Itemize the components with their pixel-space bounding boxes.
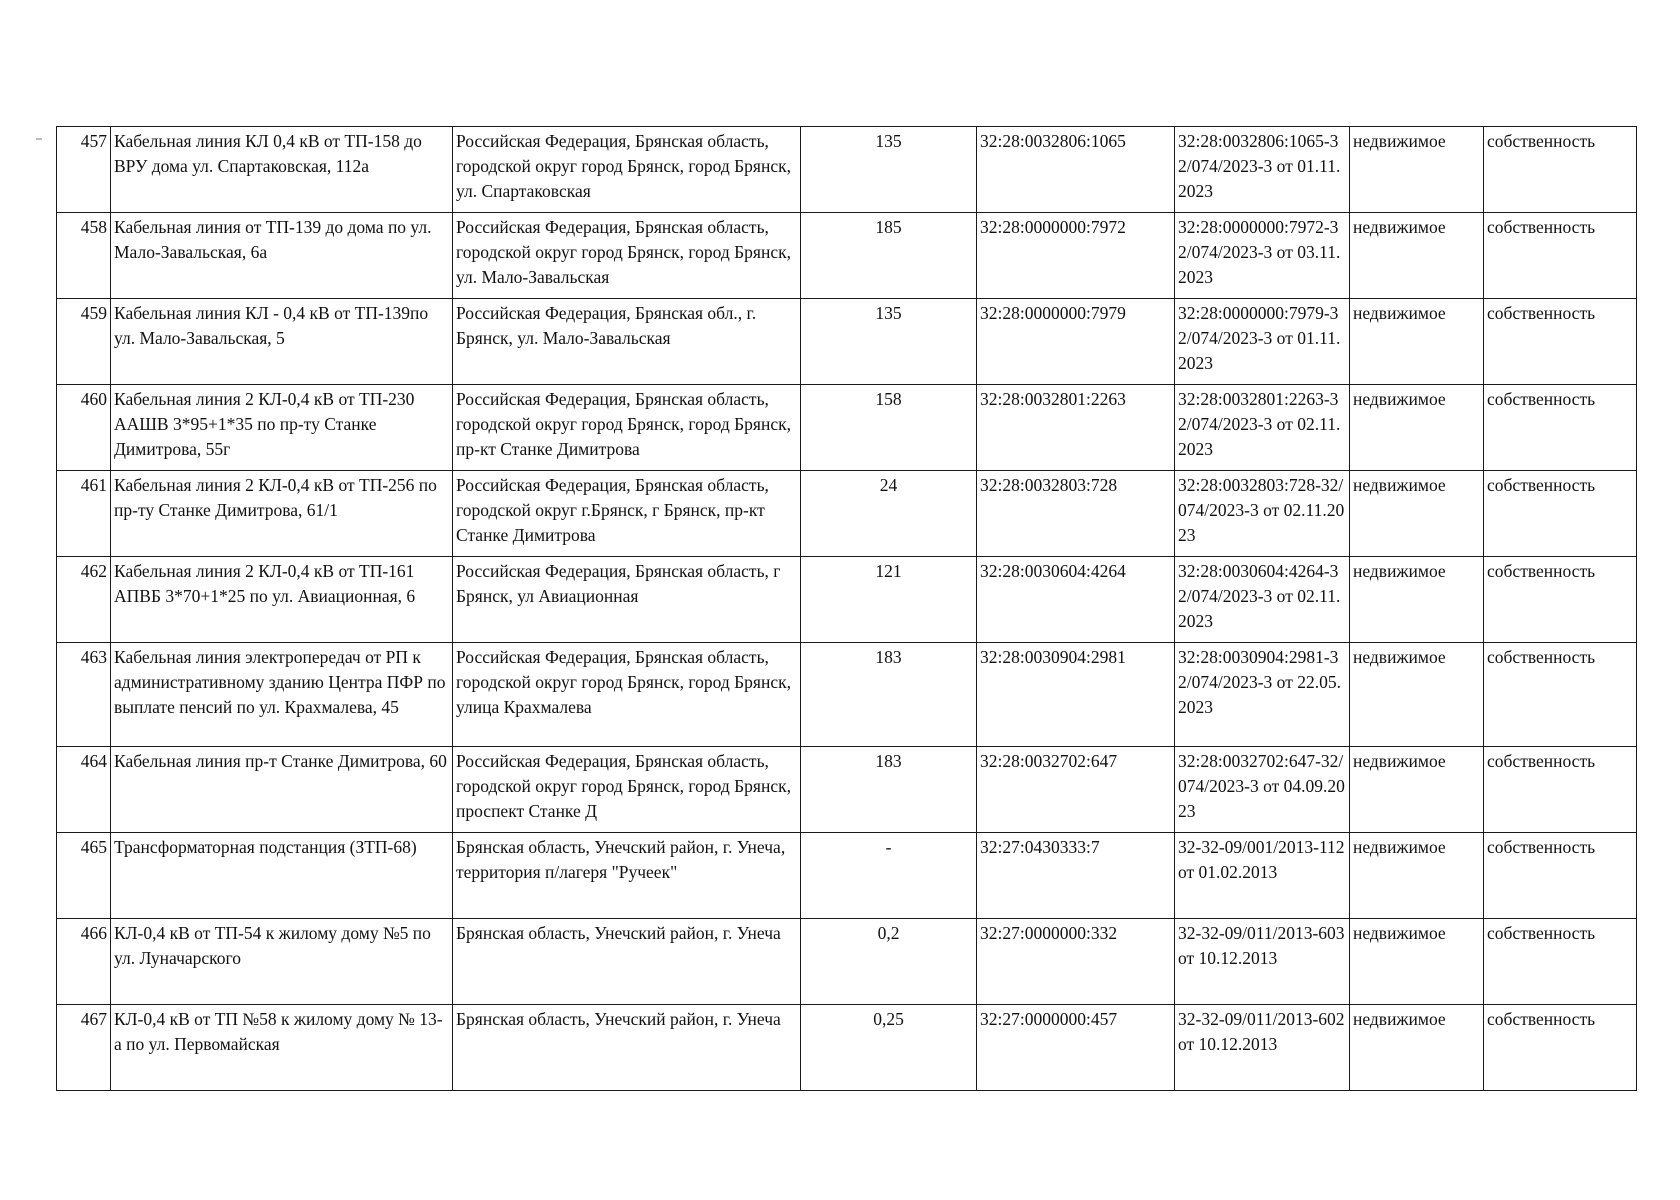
table-row bbox=[57, 747, 1637, 833]
registration-record: 32:28:0032806:1065-32/074/2023-3 от 01.11.2023 bbox=[1175, 127, 1350, 213]
property-type: недвижимое bbox=[1350, 919, 1484, 1005]
object-address: Российская Федерация, Брянская область, г Брянск, ул Авиационная bbox=[453, 557, 801, 643]
cadastral-number: 32:28:0032702:647 bbox=[977, 747, 1175, 833]
ownership-right: собственность bbox=[1484, 643, 1637, 747]
object-length: - bbox=[801, 833, 977, 919]
scan-speck bbox=[36, 138, 42, 140]
ownership-right: собственность bbox=[1484, 127, 1637, 213]
cadastral-number: 32:27:0000000:457 bbox=[977, 1005, 1175, 1091]
cadastral-number: 32:27:0430333:7 bbox=[977, 833, 1175, 919]
property-type: недвижимое bbox=[1350, 471, 1484, 557]
ownership-right: собственность bbox=[1484, 1005, 1637, 1091]
object-address: Российская Федерация, Брянская область, городской округ город Брянск, город Брянск, ул. Мало-Завальская bbox=[453, 213, 801, 299]
cadastral-number: 32:27:0000000:332 bbox=[977, 919, 1175, 1005]
row-number: 466 bbox=[57, 919, 111, 1005]
property-type: недвижимое bbox=[1350, 557, 1484, 643]
cadastral-number: 32:28:0032806:1065 bbox=[977, 127, 1175, 213]
object-length: 0,25 bbox=[801, 1005, 977, 1091]
object-name: Трансформаторная подстанция (ЗТП-68) bbox=[111, 833, 453, 919]
table-row bbox=[57, 385, 1637, 471]
ownership-right: собственность bbox=[1484, 299, 1637, 385]
object-name: Кабельная линия КЛ 0,4 кВ от ТП-158 до ВРУ дома ул. Спартаковская, 112а bbox=[111, 127, 453, 213]
table-row bbox=[57, 127, 1637, 213]
row-number: 465 bbox=[57, 833, 111, 919]
registration-record: 32-32-09/011/2013-603 от 10.12.2013 bbox=[1175, 919, 1350, 1005]
row-number: 463 bbox=[57, 643, 111, 747]
registration-record: 32:28:0032702:647-32/074/2023-3 от 04.09.2023 bbox=[1175, 747, 1350, 833]
object-address: Российская Федерация, Брянская область, городской округ город Брянск, город Брянск, ул. Спартаковская bbox=[453, 127, 801, 213]
row-number: 457 bbox=[57, 127, 111, 213]
property-type: недвижимое bbox=[1350, 1005, 1484, 1091]
cadastral-number: 32:28:0000000:7979 bbox=[977, 299, 1175, 385]
registration-record: 32:28:0032803:728-32/074/2023-3 от 02.11.2023 bbox=[1175, 471, 1350, 557]
object-address-cell bbox=[453, 747, 801, 833]
table-row bbox=[57, 213, 1637, 299]
ownership-right: собственность bbox=[1484, 213, 1637, 299]
row-number: 467 bbox=[57, 1005, 111, 1091]
object-address: Брянская область, Унечский район, г. Унеча bbox=[453, 919, 801, 1005]
table-row bbox=[57, 557, 1637, 643]
registration-record: 32:28:0030604:4264-32/074/2023-3 от 02.11.2023 bbox=[1175, 557, 1350, 643]
registration-record: 32-32-09/011/2013-602 от 10.12.2013 bbox=[1175, 1005, 1350, 1091]
row-number: 459 bbox=[57, 299, 111, 385]
object-name: Кабельная линия 2 КЛ-0,4 кВ от ТП-256 по пр-ту Станке Димитрова, 61/1 bbox=[111, 471, 453, 557]
cadastral-number: 32:28:0030604:4264 bbox=[977, 557, 1175, 643]
ownership-right: собственность bbox=[1484, 471, 1637, 557]
row-number: 461 bbox=[57, 471, 111, 557]
object-address: Российская Федерация, Брянская область, городской округ город Брянск, город Брянск, пр-кт Станке Димитрова bbox=[453, 385, 801, 471]
row-number: 458 bbox=[57, 213, 111, 299]
row-number: 460 bbox=[57, 385, 111, 471]
ownership-right: собственность bbox=[1484, 747, 1637, 833]
object-length: 135 bbox=[801, 299, 977, 385]
object-name: КЛ-0,4 кВ от ТП №58 к жилому дому № 13-а по ул. Первомайская bbox=[111, 1005, 453, 1091]
ownership-right: собственность bbox=[1484, 833, 1637, 919]
object-length: 183 bbox=[801, 643, 977, 747]
registration-record: 32:28:0000000:7979-32/074/2023-3 от 01.11.2023 bbox=[1175, 299, 1350, 385]
object-address: Российская Федерация, Брянская область, городской округ город Брянск, город Брянск, проспект Станке Д bbox=[456, 751, 791, 821]
object-name: Кабельная линия 2 КЛ-0,4 кВ от ТП-161 АПВБ 3*70+1*25 по ул. Авиационная, 6 bbox=[111, 557, 453, 643]
object-name: Кабельная линия от ТП-139 до дома по ул. Мало-Завальская, 6а bbox=[111, 213, 453, 299]
object-address: Российская Федерация, Брянская область, городской округ г.Брянск, г Брянск, пр-кт Станке Димитрова bbox=[453, 471, 801, 557]
object-name: Кабельная линия пр-т Станке Димитрова, 60 bbox=[111, 747, 453, 833]
cadastral-number: 32:28:0030904:2981 bbox=[977, 643, 1175, 747]
registration-record: 32:28:0030904:2981-32/074/2023-3 от 22.05.2023 bbox=[1175, 643, 1350, 747]
object-address: Российская Федерация, Брянская область, городской округ город Брянск, город Брянск, улица Крахмалева bbox=[453, 643, 801, 747]
table-row bbox=[57, 1005, 1637, 1091]
registration-record: 32:28:0000000:7972-32/074/2023-3 от 03.11.2023 bbox=[1175, 213, 1350, 299]
object-length: 158 bbox=[801, 385, 977, 471]
ownership-right: собственность bbox=[1484, 557, 1637, 643]
object-length: 24 bbox=[801, 471, 977, 557]
object-length: 183 bbox=[801, 747, 977, 833]
property-type: недвижимое bbox=[1350, 643, 1484, 747]
property-type: недвижимое bbox=[1350, 213, 1484, 299]
property-type: недвижимое bbox=[1350, 127, 1484, 213]
table-row bbox=[57, 833, 1637, 919]
property-type: недвижимое bbox=[1350, 747, 1484, 833]
property-type: недвижимое bbox=[1350, 385, 1484, 471]
object-address: Российская Федерация, Брянская обл., г. Брянск, ул. Мало-Завальская bbox=[453, 299, 801, 385]
object-length: 135 bbox=[801, 127, 977, 213]
object-address: Брянская область, Унечский район, г. Унеча bbox=[453, 1005, 801, 1091]
cadastral-number: 32:28:0032803:728 bbox=[977, 471, 1175, 557]
row-number: 462 bbox=[57, 557, 111, 643]
table-row bbox=[57, 299, 1637, 385]
ownership-right: собственность bbox=[1484, 385, 1637, 471]
registration-record: 32:28:0032801:2263-32/074/2023-3 от 02.11.2023 bbox=[1175, 385, 1350, 471]
object-name: КЛ-0,4 кВ от ТП-54 к жилому дому №5 по ул. Луначарского bbox=[111, 919, 453, 1005]
object-name: Кабельная линия 2 КЛ-0,4 кВ от ТП-230 ААШВ 3*95+1*35 по пр-ту Станке Димитрова, 55г bbox=[111, 385, 453, 471]
ownership-right: собственность bbox=[1484, 919, 1637, 1005]
object-name: Кабельная линия КЛ - 0,4 кВ от ТП-139по ул. Мало-Завальская, 5 bbox=[111, 299, 453, 385]
table-row bbox=[57, 643, 1637, 747]
table-row bbox=[57, 471, 1637, 557]
table-row bbox=[57, 919, 1637, 1005]
property-type: недвижимое bbox=[1350, 299, 1484, 385]
property-type: недвижимое bbox=[1350, 833, 1484, 919]
object-address: Брянская область, Унечский район, г. Унеча, территория п/лагеря "Ручеек" bbox=[453, 833, 801, 919]
cadastral-number: 32:28:0032801:2263 bbox=[977, 385, 1175, 471]
object-name: Кабельная линия электропередач от РП к административному зданию Центра ПФР по выплате пенсий по ул. Крахмалева, 45 bbox=[111, 643, 453, 747]
object-length: 121 bbox=[801, 557, 977, 643]
object-length: 0,2 bbox=[801, 919, 977, 1005]
row-number: 464 bbox=[57, 747, 111, 833]
object-length: 185 bbox=[801, 213, 977, 299]
registration-record: 32-32-09/001/2013-112 от 01.02.2013 bbox=[1175, 833, 1350, 919]
cadastral-number: 32:28:0000000:7972 bbox=[977, 213, 1175, 299]
property-registry-table bbox=[56, 126, 1637, 1091]
